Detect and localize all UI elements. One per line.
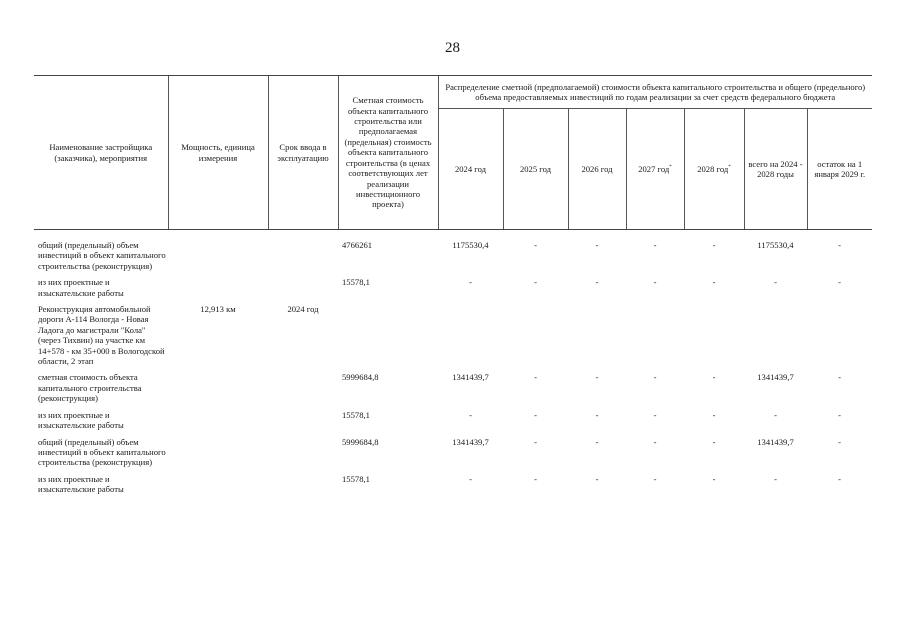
row-y2027: - xyxy=(653,436,657,447)
row-y2027: - xyxy=(653,473,657,484)
header-remainder: остаток на 1 января 2029 г. xyxy=(807,109,872,230)
row-name: общий (предельный) объем инвестиций в объект капитального строительства (реконструкция) xyxy=(38,436,166,468)
row-y2028: - xyxy=(712,436,716,447)
row-y2024: - xyxy=(469,409,472,420)
row-rest: - xyxy=(838,409,841,420)
row-y2027: - xyxy=(653,372,657,383)
row-y2027: - xyxy=(653,277,657,288)
row-estimate xyxy=(338,304,438,372)
row-y2024: - xyxy=(469,473,472,484)
row-name: Реконструкция автомобильной дороги А-114 Вологда - Новая Ладога до магистрали "Кола" (через Тихвин) на участке км 14+578 - км 35+000 в Вологодской области, 2 этап xyxy=(38,304,165,367)
row-y2025: - xyxy=(534,277,537,288)
row-estimate: 4766261 xyxy=(342,240,373,250)
row-estimate: 15578,1 xyxy=(342,473,370,484)
row-y2026: - xyxy=(595,277,599,288)
header-distribution: Распределение сметной (предполагаемой) стоимости объекта капитального строительства и общего (предельного) объема предоставляемых инвестиций по годам реализации за счет средств федерального бюджета xyxy=(438,76,872,109)
row-capacity xyxy=(168,277,268,304)
row-term xyxy=(268,474,338,501)
row-y2028: - xyxy=(712,240,716,250)
table-row xyxy=(34,277,872,304)
row-y2026: - xyxy=(595,409,599,420)
row-capacity xyxy=(168,372,268,409)
header-year-2027: 2027 год* xyxy=(626,109,684,230)
row-name: из них проектные и изыскательские работы xyxy=(38,473,124,495)
row-y2024: 1341439,7 xyxy=(452,372,489,383)
row-y2027: - xyxy=(653,240,657,250)
row-rest: - xyxy=(838,372,841,383)
row-rest: - xyxy=(838,277,841,288)
row-y2025: - xyxy=(534,409,537,420)
header-year-2028: 2028 год* xyxy=(684,109,744,230)
row-capacity xyxy=(168,240,268,277)
row-term xyxy=(268,277,338,304)
row-y2027 xyxy=(626,304,684,372)
row-y2028: - xyxy=(712,372,716,383)
row-y2028: - xyxy=(712,277,716,288)
table-row xyxy=(34,240,872,277)
row-term xyxy=(268,410,338,437)
row-capacity xyxy=(168,410,268,437)
row-term xyxy=(268,372,338,409)
header-capacity: Мощность, единица измерения xyxy=(168,76,268,230)
table-row xyxy=(34,304,872,372)
header-total: всего на 2024 - 2028 годы xyxy=(744,109,807,230)
row-estimate: 15578,1 xyxy=(342,277,370,288)
row-rest: - xyxy=(838,436,841,447)
row-y2024: 1175530,4 xyxy=(452,240,489,250)
row-y2025 xyxy=(503,304,568,372)
row-y2025: - xyxy=(534,240,537,250)
row-term: 2024 год xyxy=(287,304,319,315)
header-term: Срок ввода в эксплуатацию xyxy=(268,76,338,230)
row-y2025: - xyxy=(534,436,537,447)
row-y2025: - xyxy=(534,473,537,484)
row-total: 1341439,7 xyxy=(757,436,794,447)
row-y2026: - xyxy=(595,372,599,383)
row-rest: - xyxy=(838,240,841,250)
row-term xyxy=(268,240,338,277)
page-number: 28 xyxy=(445,40,460,56)
row-y2026 xyxy=(568,304,626,372)
row-total: - xyxy=(774,409,777,420)
row-capacity xyxy=(168,437,268,474)
row-rest: - xyxy=(838,473,841,484)
header-year-2025: 2025 год xyxy=(503,109,568,230)
table-row xyxy=(34,437,872,474)
row-y2024 xyxy=(438,304,503,372)
row-total: 1175530,4 xyxy=(757,240,794,250)
table-row xyxy=(34,474,872,501)
row-y2026: - xyxy=(595,473,599,484)
row-y2028 xyxy=(684,304,744,372)
header-name: Наименование застройщика (заказчика), мероприятия xyxy=(34,76,168,230)
row-name: общий (предельный) объем инвестиций в объект капитального строительства (реконструкция) xyxy=(38,240,166,271)
row-estimate: 5999684,8 xyxy=(342,436,379,447)
row-name: из них проектные и изыскательские работы xyxy=(38,277,124,298)
header-estimate: Сметная стоимость объекта капитального строительства или предполагаемая (предельная) стоимость объекта капитального строительства (в ценах соответствующих лет реализации инвестиционного проекта) xyxy=(338,76,438,230)
row-name: сметная стоимость объекта капитального строительства (реконструкция) xyxy=(38,372,142,404)
table-row xyxy=(34,410,872,437)
row-total: - xyxy=(774,277,777,288)
header-year-2024: 2024 год xyxy=(438,109,503,230)
table-row xyxy=(34,372,872,409)
row-estimate: 5999684,8 xyxy=(342,372,379,383)
row-capacity xyxy=(168,474,268,501)
row-y2026: - xyxy=(595,436,599,447)
header-year-2026: 2026 год xyxy=(568,109,626,230)
row-y2028: - xyxy=(712,473,716,484)
row-y2027: - xyxy=(653,409,657,420)
row-y2025: - xyxy=(534,372,537,383)
row-total: 1341439,7 xyxy=(757,372,794,383)
row-y2026: - xyxy=(595,240,599,250)
row-capacity: 12,913 км xyxy=(200,304,236,315)
investment-table xyxy=(34,75,872,501)
row-term xyxy=(268,437,338,474)
row-y2028: - xyxy=(712,409,716,420)
row-total: - xyxy=(774,473,777,484)
row-name: из них проектные и изыскательские работы xyxy=(38,409,124,431)
row-y2024: - xyxy=(469,277,472,288)
row-rest xyxy=(807,304,872,372)
row-estimate: 15578,1 xyxy=(342,409,370,420)
row-total xyxy=(744,304,807,372)
row-y2024: 1341439,7 xyxy=(452,436,489,447)
